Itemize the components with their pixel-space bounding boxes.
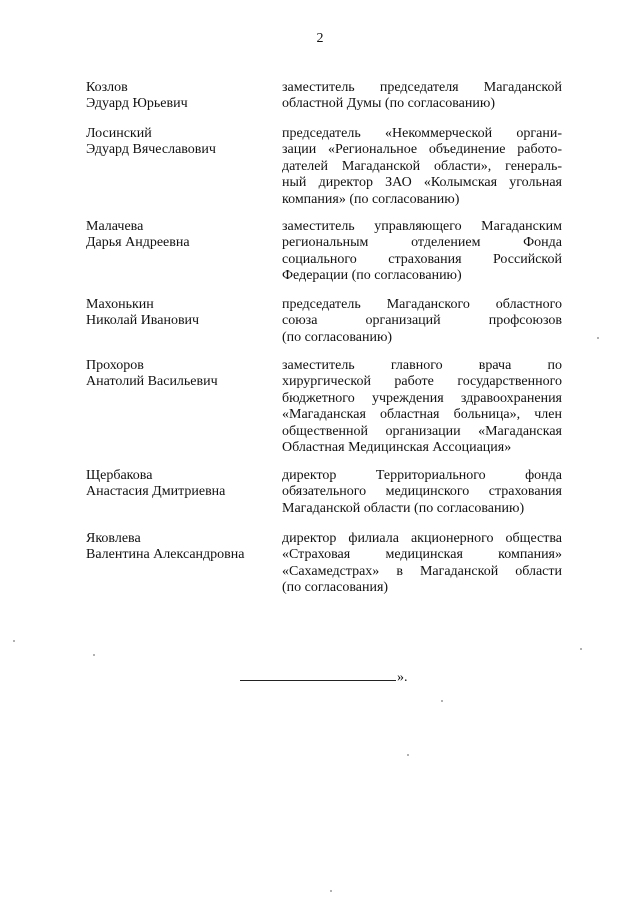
role-line: заместитель управляющего Магаданским <box>282 219 562 234</box>
member-surname: Яковлева <box>86 531 141 546</box>
scan-speck <box>13 640 15 642</box>
member-name <box>86 358 276 391</box>
member-surname: Козлов <box>86 80 128 95</box>
scan-speck <box>330 890 332 892</box>
role-line: социального страхования Российской <box>282 251 562 267</box>
role-line: заместитель главного врача по <box>282 358 562 373</box>
role-line: зации «Региональное объединение работо- <box>282 142 562 158</box>
member-surname: Малачева <box>86 219 144 234</box>
scan-speck <box>93 654 95 656</box>
role-line: «Магаданская областная больница», член <box>282 407 562 423</box>
member-role <box>282 468 562 517</box>
member-role <box>282 219 562 285</box>
member-name <box>86 531 276 564</box>
member-role <box>282 126 562 208</box>
member-role <box>282 531 562 597</box>
member-surname: Махонькин <box>86 297 154 312</box>
role-line: Федерации (по согласованию) <box>282 268 462 284</box>
member-surname: Лосинский <box>86 126 152 141</box>
role-line: директор Территориального фонда <box>282 468 562 483</box>
role-line: Магаданской области (по согласованию) <box>282 500 525 516</box>
role-line: обязательного медицинского страхования <box>282 484 562 500</box>
role-line: председатель «Некоммерческой органи- <box>282 126 562 141</box>
role-line: (по согласованию) <box>282 329 393 345</box>
role-line: «Страховая медицинская компания» <box>282 547 562 563</box>
member-surname: Прохоров <box>86 358 144 373</box>
closing-quote-mark: ». <box>397 670 408 685</box>
scan-speck <box>597 337 599 339</box>
member-given-names: Эдуард Юрьевич <box>86 96 188 112</box>
role-line: председатель Магаданского областного <box>282 297 562 312</box>
member-given-names: Валентина Александровна <box>86 547 245 563</box>
member-role <box>282 358 562 456</box>
role-line: дателей Магаданской области», генераль- <box>282 158 562 174</box>
member-name <box>86 297 276 330</box>
role-line: «Сахамедстрах» в Магаданской области <box>282 563 562 579</box>
role-line: бюджетного учреждения здравоохранения <box>282 390 562 406</box>
scan-speck <box>441 700 443 702</box>
page-number: 2 <box>316 31 324 46</box>
role-line: компания» (по согласованию) <box>282 191 460 207</box>
scan-speck <box>580 648 582 650</box>
scan-speck <box>407 754 409 756</box>
role-line: региональным отделением Фонда <box>282 235 562 251</box>
member-given-names: Анастасия Дмитриевна <box>86 484 226 500</box>
role-line: Областная Медицинская Ассоциация» <box>282 440 512 456</box>
member-role <box>282 297 562 346</box>
closing-line <box>240 670 408 686</box>
member-name <box>86 126 276 159</box>
member-given-names: Николай Иванович <box>86 313 200 329</box>
role-line: союза организаций профсоюзов <box>282 313 562 329</box>
member-name <box>86 468 276 501</box>
role-line: ный директор ЗАО «Колымская угольная <box>282 175 562 191</box>
member-name <box>86 219 276 252</box>
member-given-names: Эдуард Вячеславович <box>86 142 216 158</box>
role-line: директор филиала акционерного общества <box>282 531 562 546</box>
role-line: заместитель председателя Магаданской <box>282 80 562 95</box>
role-line: общественной организации «Магаданская <box>282 423 562 439</box>
role-line: областной Думы (по согласованию) <box>282 96 495 112</box>
member-given-names: Дарья Андреевна <box>86 235 190 251</box>
role-line: (по согласования) <box>282 580 389 596</box>
role-line: хирургической работе государственного <box>282 374 562 390</box>
signature-underline <box>240 679 396 681</box>
member-name <box>86 80 276 113</box>
member-role <box>282 80 562 113</box>
member-given-names: Анатолий Васильевич <box>86 374 218 390</box>
member-surname: Щербакова <box>86 468 153 483</box>
